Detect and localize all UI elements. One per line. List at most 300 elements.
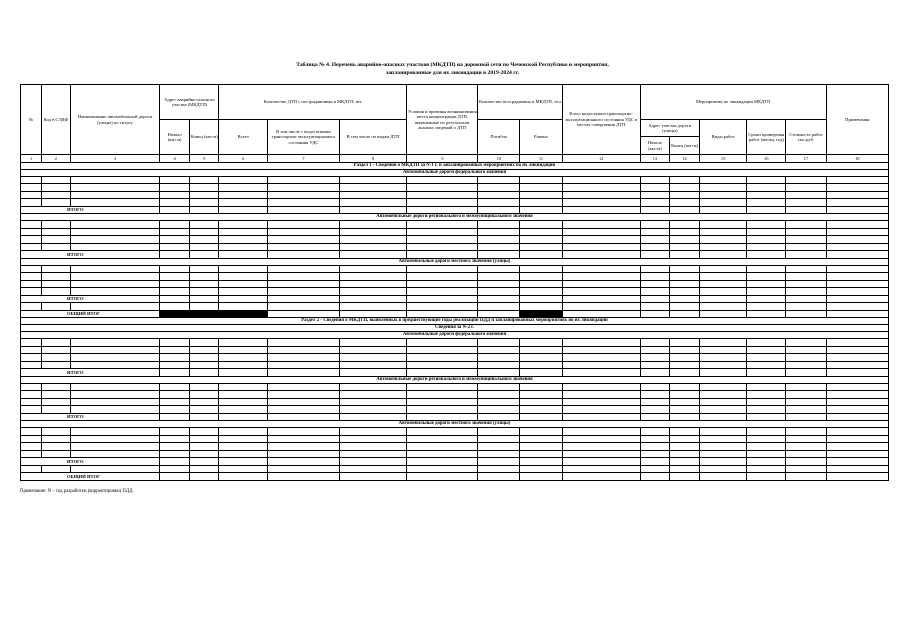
table-cell (478, 361, 520, 369)
table-cell (268, 339, 340, 347)
table-cell (562, 398, 640, 406)
table-cell (478, 354, 520, 362)
header-address: Адрес участка дороги (улицы) (641, 120, 699, 137)
table-cell (407, 310, 478, 318)
table-cell (42, 176, 71, 184)
table-cell (189, 236, 219, 244)
table-cell (786, 473, 826, 481)
table-cell (219, 369, 268, 377)
table-cell (640, 339, 670, 347)
table-cell (478, 191, 520, 199)
column-number: 5 (189, 155, 219, 163)
table-cell (640, 280, 670, 288)
table-cell (160, 361, 190, 369)
table-row (21, 184, 889, 192)
table-cell (160, 251, 190, 259)
table-cell (826, 206, 888, 214)
table-cell (562, 236, 640, 244)
table-cell (70, 443, 160, 451)
table-cell (268, 243, 340, 251)
table-cell (670, 435, 700, 443)
table-cell (640, 354, 670, 362)
table-cell (699, 473, 747, 481)
table-cell (786, 458, 826, 466)
table-cell (407, 473, 478, 481)
table-cell (219, 273, 268, 281)
table-cell (747, 465, 786, 473)
table-cell (160, 191, 190, 199)
table-cell (70, 221, 160, 229)
table-cell (826, 280, 888, 288)
table-cell (21, 361, 42, 369)
table-cell (640, 221, 670, 229)
header-dtp-count: Количество ДТП с пострадавшими в МКДТП, шт. (219, 85, 407, 120)
table-cell (189, 354, 219, 362)
table-cell (826, 176, 888, 184)
table-cell (670, 288, 700, 296)
section2-regional-heading: Автомобильные дороги регионального и межмуниципального значения (21, 376, 889, 383)
table-cell (747, 295, 786, 303)
table-cell (478, 295, 520, 303)
table-cell (699, 273, 747, 281)
table-cell (640, 236, 670, 244)
table-cell (42, 346, 71, 354)
table-cell (219, 413, 268, 421)
section2-federal-itogo-row (21, 369, 889, 377)
table-cell (339, 251, 407, 259)
table-cell (826, 339, 888, 347)
table-cell (478, 339, 520, 347)
table-cell (42, 280, 71, 288)
table-cell (640, 361, 670, 369)
table-cell (160, 221, 190, 229)
table-cell (747, 303, 786, 311)
table-cell (21, 339, 42, 347)
table-cell (640, 310, 670, 318)
table-row (21, 398, 889, 406)
table-cell (160, 273, 190, 281)
table-cell (219, 398, 268, 406)
header-terms: Сроки проведения работ (месяц, год) (747, 120, 786, 155)
table-row (21, 176, 889, 184)
column-number: 6 (219, 155, 268, 163)
table-cell (268, 391, 340, 399)
table-cell (670, 465, 700, 473)
header-work-types: Виды работ (699, 120, 747, 155)
table-cell (268, 361, 340, 369)
table-cell (42, 273, 71, 281)
table-cell (160, 339, 190, 347)
table-cell (407, 398, 478, 406)
table-cell (189, 280, 219, 288)
table-cell (520, 473, 562, 481)
table-cell (699, 465, 747, 473)
table-cell (42, 354, 71, 362)
table-cell (21, 346, 42, 354)
table-cell (562, 206, 640, 214)
table-cell (21, 354, 42, 362)
table-cell (189, 465, 219, 473)
header-address-end: Конец (км+м) (671, 142, 699, 148)
table-cell (670, 413, 700, 421)
table-cell (268, 265, 340, 273)
section2-local-itogo-row (21, 458, 889, 466)
table-row (21, 199, 889, 207)
table-cell (786, 443, 826, 451)
table-cell (42, 435, 71, 443)
table-cell (70, 398, 160, 406)
table-row (21, 361, 889, 369)
table-cell (826, 199, 888, 207)
table-cell (478, 251, 520, 259)
table-cell (70, 428, 160, 436)
header-location: Адрес аварийно-опасного участка (МКДТП) (160, 85, 219, 120)
table-cell (562, 303, 640, 311)
header-incl-uds: В том числе с недостатками транспортно-эксплуатационного состояния УДС (268, 120, 340, 155)
table-cell (219, 346, 268, 354)
table-cell (562, 191, 640, 199)
table-cell (160, 398, 190, 406)
section1-grand-total-label: ОБЩИЙ ИТОГ (21, 310, 160, 318)
table-cell (670, 176, 700, 184)
table-cell (478, 184, 520, 192)
table-cell (21, 191, 42, 199)
table-cell (562, 339, 640, 347)
table-cell (640, 265, 670, 273)
table-cell (339, 273, 407, 281)
table-cell (42, 288, 71, 296)
table-cell (219, 251, 268, 259)
table-cell (339, 339, 407, 347)
table-cell (786, 251, 826, 259)
table-cell (640, 288, 670, 296)
table-cell (640, 435, 670, 443)
table-cell (520, 361, 562, 369)
table-cell (70, 361, 160, 369)
table-cell (670, 206, 700, 214)
table-cell (786, 339, 826, 347)
table-cell (520, 206, 562, 214)
table-cell (21, 398, 42, 406)
table-cell (21, 243, 42, 251)
table-cell (189, 346, 219, 354)
table-cell (407, 413, 478, 421)
table-cell (747, 339, 786, 347)
table-cell (826, 398, 888, 406)
table-cell (407, 450, 478, 458)
table-cell (562, 428, 640, 436)
table-cell (42, 339, 71, 347)
section1-local-itogo-row (21, 295, 889, 303)
header-conditions: Условия и причины возникновения места концентрации ДТП, выявленные по результатам анализа сведений о ДТП (407, 85, 478, 155)
table-cell (699, 191, 747, 199)
table-cell (670, 265, 700, 273)
column-number: 18 (826, 155, 888, 163)
table-cell (562, 450, 640, 458)
table-cell (640, 251, 670, 259)
table-cell (520, 339, 562, 347)
table-cell (407, 176, 478, 184)
section2-federal-heading: Автомобильные дороги федерального значения (21, 332, 889, 339)
table-cell (42, 465, 71, 473)
table-cell (747, 391, 786, 399)
table-cell (160, 295, 190, 303)
table-cell (219, 184, 268, 192)
table-cell (826, 428, 888, 436)
table-cell (699, 346, 747, 354)
table-title-line-2: запланированные для их ликвидации в 2019-2024 гг. (385, 70, 520, 76)
table-cell (699, 228, 747, 236)
table-cell (189, 443, 219, 451)
table-cell (670, 406, 700, 414)
table-cell (339, 228, 407, 236)
table-cell (670, 450, 700, 458)
table-cell (189, 273, 219, 281)
table-cell (520, 428, 562, 436)
column-number: 16 (747, 155, 786, 163)
table-cell (189, 435, 219, 443)
table-cell (786, 354, 826, 362)
table-cell (562, 295, 640, 303)
table-cell (189, 391, 219, 399)
section1-federal-itogo-label: ИТОГО (21, 206, 160, 214)
column-number: 7 (268, 155, 340, 163)
table-cell (640, 295, 670, 303)
table-cell (70, 191, 160, 199)
section2-subtitle: Сведения за N-2 г. (21, 325, 889, 332)
table-cell (786, 236, 826, 244)
table-cell (826, 221, 888, 229)
table-cell (160, 243, 190, 251)
table-cell (826, 473, 888, 481)
table-cell (339, 443, 407, 451)
table-cell (268, 473, 340, 481)
table-cell (219, 280, 268, 288)
table-cell (21, 435, 42, 443)
table-cell (189, 251, 219, 259)
table-cell (268, 435, 340, 443)
table-cell (407, 435, 478, 443)
table-cell (160, 391, 190, 399)
table-cell (478, 443, 520, 451)
table-cell (826, 191, 888, 199)
table-cell (670, 191, 700, 199)
table-cell (520, 176, 562, 184)
table-cell (407, 443, 478, 451)
table-cell (562, 391, 640, 399)
table-cell (407, 369, 478, 377)
table-cell (826, 450, 888, 458)
table-cell (670, 303, 700, 311)
table-cell (826, 228, 888, 236)
table-cell (747, 450, 786, 458)
table-cell (699, 288, 747, 296)
table-cell (640, 176, 670, 184)
table-cell (562, 273, 640, 281)
column-number: 1 (21, 155, 42, 163)
section1-title: Раздел 1 - Сведения о МКДТП за N-1 г. и запланированных мероприятиях по их ликвидации (21, 162, 889, 169)
table-cell (42, 450, 71, 458)
table-cell (189, 191, 219, 199)
table-body (21, 85, 889, 481)
table-cell (21, 465, 42, 473)
table-cell (407, 251, 478, 259)
table-cell (670, 346, 700, 354)
table-cell (160, 473, 190, 481)
table-cell (339, 265, 407, 273)
table-cell (478, 346, 520, 354)
table-cell (786, 206, 826, 214)
table-cell (826, 295, 888, 303)
table-cell (407, 391, 478, 399)
table-cell (640, 273, 670, 281)
section1-local-itogo-label: ИТОГО (21, 295, 160, 303)
table-cell (219, 206, 268, 214)
section2-regional-itogo-row (21, 413, 889, 421)
table-cell (42, 406, 71, 414)
column-number: 8 (339, 155, 407, 163)
table-cell (339, 295, 407, 303)
table-cell (562, 199, 640, 207)
table-cell (747, 383, 786, 391)
table-cell (562, 184, 640, 192)
table-cell (219, 443, 268, 451)
section1-regional-itogo-row (21, 251, 889, 259)
table-cell (407, 184, 478, 192)
table-cell (407, 243, 478, 251)
column-number: 13 (640, 155, 670, 163)
table-cell (640, 303, 670, 311)
table-cell (339, 473, 407, 481)
table-cell (268, 413, 340, 421)
table-cell (339, 303, 407, 311)
table-cell (478, 243, 520, 251)
table-cell (478, 199, 520, 207)
table-cell (699, 443, 747, 451)
table-cell (640, 184, 670, 192)
table-cell (520, 458, 562, 466)
table-row (21, 280, 889, 288)
table-cell (786, 435, 826, 443)
table-cell (478, 369, 520, 377)
section2-regional-itogo-label: ИТОГО (21, 413, 160, 421)
table-cell (219, 228, 268, 236)
table-cell (339, 361, 407, 369)
table-cell (21, 184, 42, 192)
table-cell (747, 288, 786, 296)
table-cell (42, 303, 71, 311)
table-cell (786, 303, 826, 311)
table-cell (70, 265, 160, 273)
table-cell (747, 184, 786, 192)
table-cell (670, 473, 700, 481)
column-number: 10 (478, 155, 520, 163)
table-cell (219, 458, 268, 466)
table-cell (160, 435, 190, 443)
table-row (21, 465, 889, 473)
table-cell (670, 339, 700, 347)
table-cell (520, 288, 562, 296)
table-cell (520, 265, 562, 273)
redacted-cell (160, 310, 190, 318)
section2-title: Раздел 2 - Сведения о МКДТП, выявленных в предшествующие годы реализации ПДД и запланированных мероприятиях по их ликвидации (21, 318, 889, 325)
table-cell (42, 191, 71, 199)
table-cell (160, 346, 190, 354)
table-cell (670, 295, 700, 303)
table-cell (640, 458, 670, 466)
table-cell (219, 265, 268, 273)
table-cell (70, 339, 160, 347)
column-number: 14 (670, 155, 700, 163)
table-cell (268, 288, 340, 296)
section1-local-heading-row (21, 258, 889, 265)
table-cell (268, 206, 340, 214)
table-cell (826, 303, 888, 311)
table-cell (699, 280, 747, 288)
table-cell (699, 428, 747, 436)
table-row (21, 383, 889, 391)
table-cell (670, 458, 700, 466)
table-cell (670, 361, 700, 369)
table-cell (407, 280, 478, 288)
table-cell (520, 295, 562, 303)
table-cell (42, 398, 71, 406)
table-cell (268, 176, 340, 184)
table-cell (786, 191, 826, 199)
table-cell (21, 221, 42, 229)
table-cell (407, 346, 478, 354)
header-end: Конец (км+м) (189, 120, 219, 155)
table-cell (562, 221, 640, 229)
table-cell (786, 265, 826, 273)
table-cell (640, 450, 670, 458)
table-cell (219, 303, 268, 311)
table-row (21, 443, 889, 451)
table-cell (339, 428, 407, 436)
table-cell (21, 406, 42, 414)
section2-grand-total-label: ОБЩИЙ ИТОГ (21, 473, 160, 481)
section1-federal-itogo-row (21, 206, 889, 214)
table-cell (747, 176, 786, 184)
table-cell (478, 176, 520, 184)
table-cell (640, 228, 670, 236)
table-cell (826, 346, 888, 354)
header-measures: Мероприятия по ликвидации МКДТП (640, 85, 826, 120)
table-cell (407, 458, 478, 466)
table-cell (747, 191, 786, 199)
table-cell (478, 265, 520, 273)
table-cell (520, 251, 562, 259)
table-cell (670, 280, 700, 288)
table-cell (339, 191, 407, 199)
table-cell (339, 199, 407, 207)
section2-regional-heading-row (21, 376, 889, 383)
table-cell (640, 243, 670, 251)
table-cell (189, 369, 219, 377)
table-cell (478, 310, 520, 318)
table-cell (189, 206, 219, 214)
table-cell (562, 383, 640, 391)
table-cell (160, 199, 190, 207)
table-cell (747, 361, 786, 369)
table-cell (520, 273, 562, 281)
header-road-name: Наименование автомобильной дороги (улицы) по титулу (70, 85, 160, 155)
table-cell (219, 354, 268, 362)
table-cell (520, 465, 562, 473)
table-cell (160, 369, 190, 377)
table-cell (478, 406, 520, 414)
table-cell (219, 236, 268, 244)
